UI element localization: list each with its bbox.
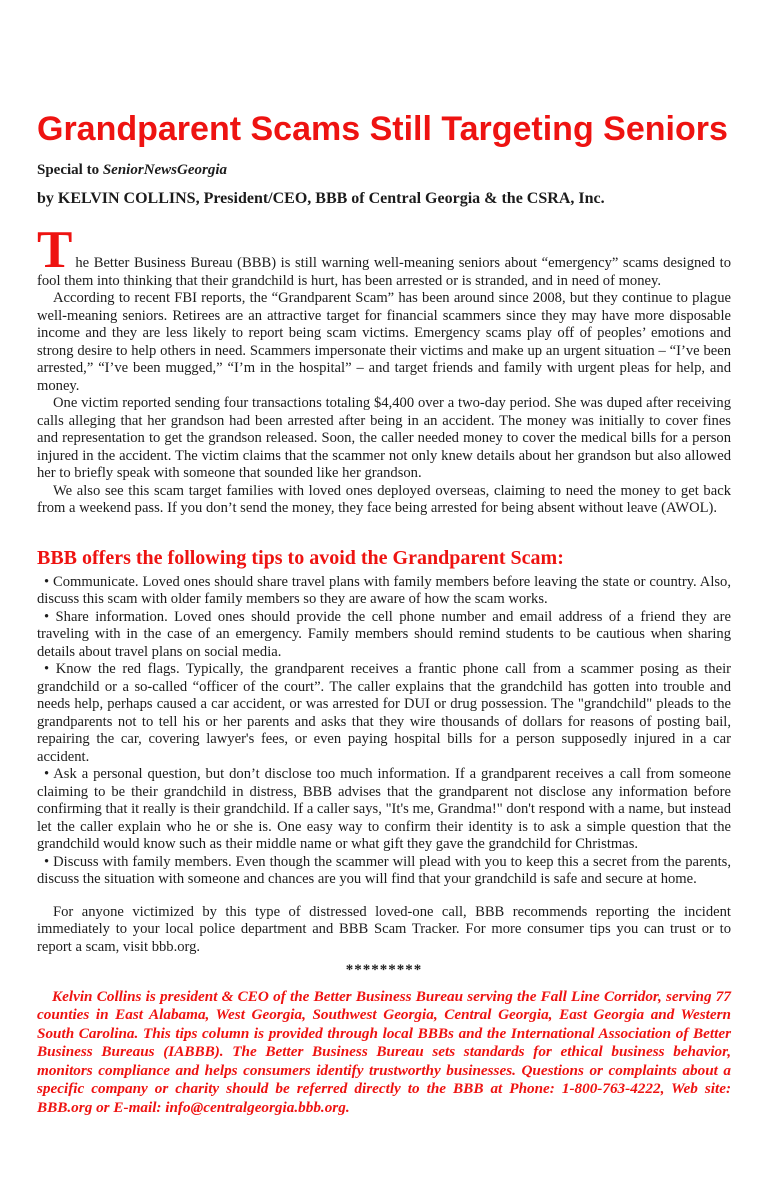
tip-item [37,661,731,766]
bullet-icon: • [44,853,50,870]
tip-item [37,574,731,609]
byline-prefix: Special to [37,162,103,179]
tip-text: Discuss with family members. Even though the scammer will plead with you to keep this a secret from the parents, discuss the situation with someone and chances are you will find that your grandchild is safe and secure at home. [37,853,731,888]
body-paragraph: According to recent FBI reports, the “Grandparent Scam” has been around since 2008, but they continue to plague well-meaning seniors. Retirees are an attractive target for financial scammers since they may have more disposable income and they are less likely to report being scam victims. Emergency scams play off of peoples’ emotions and strong desire to help others in need. Scammers impersonate their victims and make up an urgent situation – “I’ve been arrested,” “I’ve been mugged,” “I’m in the hospital” – and target friends and family with urgent pleas for help, and money. [37,290,731,394]
tips-list [37,574,731,889]
tips-heading: BBB offers the following tips to avoid the Grandparent Scam: [37,546,564,569]
tip-item [37,854,731,889]
separator-asterisks: ********* [345,962,423,979]
tip-text: Know the red flags. Typically, the grandparent receives a frantic phone call from a scammer posing as their grandchild or a so-called “officer of the court”. The caller explains that the grandchild has gotten into trouble and needs help, perhaps caused a car accident, or was arrested for DUI or drug possession. The "grandchild" pleads to the grandparents not to tell his or her parents and asks that they wire thousands of dollars for reasons of posting bail, repairing the car, covering lawyer's fees, or even paying hospital bills for a person supposedly injured in a car accident. [37,661,732,765]
tip-text: Ask a personal question, but don’t disclose too much information. If a grandparent receives a call from someone claiming to be their grandchild in distress, BBB advises that the grandparent not disclose any information before confirming that it really is their grandchild. If a caller says, "It's me, Grandma!" don't respond with a name, but instead let the caller explain who he or she is. One easy way to confirm their identity is to ask a simple question that the grandchild would know such as their middle name or what gift they gave the grandchild for Christmas. [37,766,732,853]
bullet-icon: • [44,608,50,625]
tip-item [37,766,731,854]
tip-item [37,609,731,662]
author-line: by KELVIN COLLINS, President/CEO, BBB of Central Georgia & the CSRA, Inc. [37,190,605,208]
lead-paragraph [37,221,731,290]
bullet-icon: • [44,573,50,590]
body-paragraph: One victim reported sending four transactions totaling $4,400 over a two-day period. She was duped after receiving calls alleging that her grandson had been arrested after being in an accident. The money was initially to cover fines and representation to get the grandson released. Soon, the caller needed money to cover the medical bills for a person injured in the accident. The victim claims that the scammer not only knew details about her grandson but also allowed her to briefly speak with someone that sounded like her grandson. [37,395,731,482]
tip-text: Communicate. Loved ones should share travel plans with family members before leaving the state or country. Also, discuss this scam with older family members so they are aware of how the scam works. [37,573,732,608]
publication-name: SeniorNewsGeorgia [102,162,228,179]
lead-text: he Better Business Bureau (BBB) is still warning well-meaning seniors about “emergency” scams designed to fool them into thinking that their grandchild is hurt, has been arrested or is stranded, and in need of money. [37,255,731,289]
byline [37,162,731,179]
article-title: Grandparent Scams Still Targeting Seniors [37,110,728,148]
bullet-icon: • [44,661,50,678]
drop-cap: T [37,221,73,280]
author-bio-note: Kelvin Collins is president & CEO of the Better Business Bureau serving the Fall Line Corridor, serving 77 counties in East Alabama, West Georgia, Southwest Georgia, Central Georgia, East Georgia and Western South Carolina. This tips column is provided through local BBBs and the International Association of Better Business Bureaus (IABBB). The Better Business Bureau sets standards for ethical business behavior, monitors compliance and helps consumers identify trustworthy businesses. Questions or complaints about a specific company or charity should be referred directly to the BBB at Phone: 1-800-763-4222, Web site: BBB.org or E-mail: info@centralgeorgia.bbb.org. [37,987,731,1116]
bullet-icon: • [44,766,50,783]
body-paragraph: We also see this scam target families with loved ones deployed overseas, claiming to need the money to get back from a weekend pass. If you don’t send the money, they face being arrested for being absent without leave (AWOL). [37,482,731,517]
closing-paragraph: For anyone victimized by this type of distressed loved-one call, BBB recommends reporting the incident immediately to your local police department and BBB Scam Tracker. For more consumer tips you can trust or to report a scam, visit bbb.org. [37,903,731,955]
tip-text: Share information. Loved ones should provide the cell phone number and email address of a friend they are traveling with in the case of an emergency. Family members should remind students to be cautious when sharing details about travel plans on social media. [37,608,731,660]
